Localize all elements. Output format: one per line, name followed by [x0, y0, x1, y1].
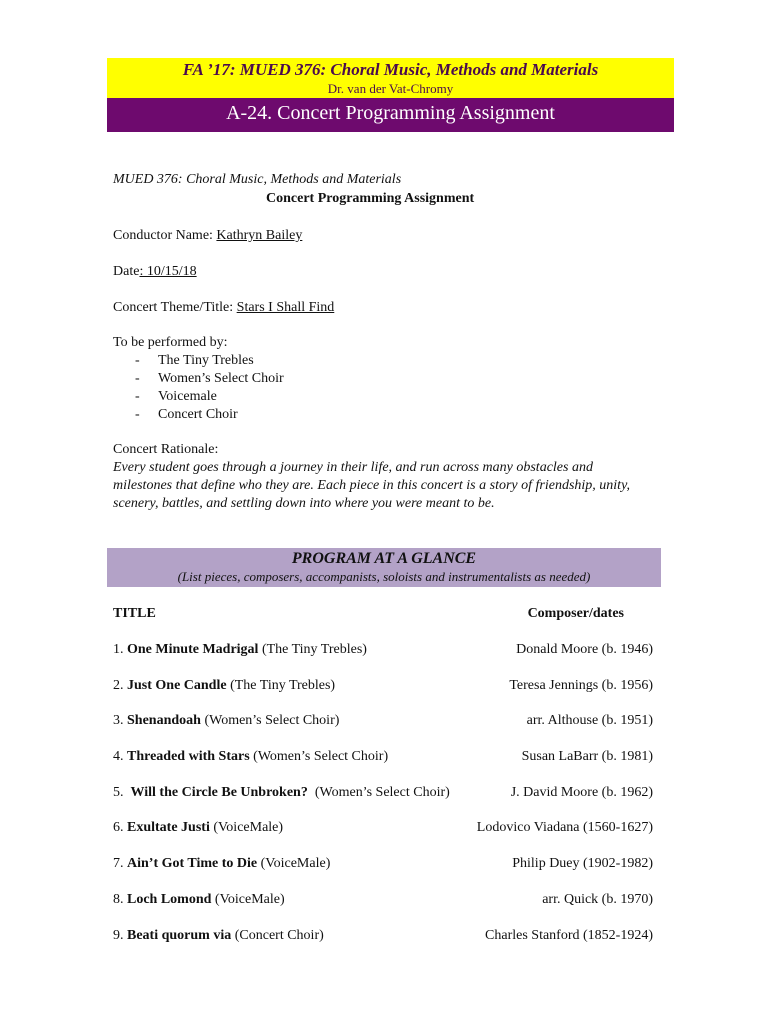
- assignment-title: A-24. Concert Programming Assignment: [226, 102, 555, 124]
- table-row: 8. Loch Lomond (VoiceMale) arr. Quick (b. 1970): [113, 890, 653, 910]
- course-line: MUED 376: Choral Music, Methods and Materials: [113, 172, 402, 187]
- rationale-label: Concert Rationale:: [113, 442, 219, 457]
- piece-title: Will the Circle Be Unbroken?: [130, 785, 308, 800]
- date-label: Date: [113, 264, 140, 279]
- piece-title: Beati quorum via: [127, 928, 232, 943]
- piece-title: Exultate Justi: [127, 820, 210, 835]
- program-heading: PROGRAM AT A GLANCE: [291, 550, 477, 567]
- piece-ensemble: (The Tiny Trebles): [226, 678, 336, 693]
- list-item: - Women’s Select Choir: [135, 371, 284, 386]
- instructor-name: Dr. van der Vat-Chromy: [327, 81, 454, 96]
- piece-composer: Susan LaBarr (b. 1981): [521, 749, 653, 764]
- piece-ensemble: (VoiceMale): [211, 892, 285, 907]
- piece-composer: Lodovico Viadana (1560-1627): [476, 820, 653, 835]
- table-row: 6. Exultate Justi (VoiceMale) Lodovico Viadana (1560-1627): [113, 818, 653, 838]
- conductor-value: Kathryn Bailey: [216, 228, 303, 243]
- piece-composer: Teresa Jennings (b. 1956): [509, 678, 653, 693]
- program-column-headers: [113, 604, 653, 624]
- theme-label: Concert Theme/Title:: [113, 300, 237, 315]
- course-banner: [107, 58, 674, 100]
- column-header-title: TITLE: [113, 606, 156, 621]
- piece-title: One Minute Madrigal: [127, 642, 259, 657]
- date-value: : 10/15/18: [139, 264, 197, 279]
- performed-by-label: To be performed by:: [113, 335, 228, 350]
- piece-composer: arr. Althouse (b. 1951): [526, 713, 653, 728]
- table-row: 7. Ain’t Got Time to Die (VoiceMale) Philip Duey (1902-1982): [113, 854, 653, 874]
- piece-composer: J. David Moore (b. 1962): [510, 785, 653, 800]
- piece-ensemble: (VoiceMale): [209, 820, 284, 835]
- piece-composer: Donald Moore (b. 1946): [516, 642, 653, 657]
- piece-title: Shenandoah: [127, 713, 201, 728]
- piece-composer: Philip Duey (1902-1982): [512, 856, 653, 871]
- piece-ensemble: (Women’s Select Choir): [200, 713, 340, 728]
- piece-title: Just One Candle: [127, 678, 227, 693]
- rationale-text: Every student goes through a journey in their life, and run across many obstacles and milestones that define who they are. Each piece in this concert is a story of friendship, unity, scenery, battles, and settling down into where you were meant to be.: [113, 460, 631, 511]
- table-row: 4. Threaded with Stars (Women’s Select Choir) Susan LaBarr (b. 1981): [113, 747, 653, 767]
- piece-ensemble: (The Tiny Trebles): [258, 642, 367, 657]
- table-row: 9. Beati quorum via (Concert Choir) Charles Stanford (1852-1924): [113, 926, 653, 946]
- table-row: 2. Just One Candle (The Tiny Trebles) Teresa Jennings (b. 1956): [113, 676, 653, 696]
- piece-composer: arr. Quick (b. 1970): [542, 892, 653, 907]
- table-row: 3. Shenandoah (Women’s Select Choir) arr. Althouse (b. 1951): [113, 711, 653, 731]
- list-item: - Concert Choir: [135, 407, 238, 422]
- piece-ensemble: (VoiceMale): [257, 856, 331, 871]
- program-banner: [107, 548, 661, 587]
- list-item: - Voicemale: [135, 389, 217, 404]
- theme-field: [113, 299, 334, 317]
- piece-title: Ain’t Got Time to Die: [127, 856, 258, 871]
- piece-ensemble: (Women’s Select Choir): [249, 749, 389, 764]
- piece-title: Loch Lomond: [127, 892, 212, 907]
- table-row: 5. Will the Circle Be Unbroken? (Women’s Select Choir) J. David Moore (b. 1962): [113, 783, 653, 803]
- theme-value: Stars I Shall Find: [236, 300, 335, 315]
- program-subheading: (List pieces, composers, accompanists, soloists and instrumentalists as needed): [177, 569, 591, 584]
- performer-list: [113, 352, 284, 424]
- doc-subtitle: Concert Programming Assignment: [266, 191, 475, 206]
- list-item: - The Tiny Trebles: [135, 353, 254, 368]
- conductor-label: Conductor Name:: [113, 228, 217, 243]
- conductor-field: [113, 227, 302, 245]
- course-title: FA ’17: MUED 376: Choral Music, Methods and Materials: [182, 60, 599, 79]
- column-header-composer: Composer/dates: [527, 606, 624, 621]
- assignment-banner: [107, 98, 674, 132]
- table-row: 1. One Minute Madrigal (The Tiny Trebles) Donald Moore (b. 1946): [113, 640, 653, 660]
- piece-ensemble: (Women’s Select Choir): [307, 785, 450, 800]
- piece-ensemble: (Concert Choir): [231, 928, 324, 943]
- date-field: [113, 263, 197, 281]
- piece-title: Threaded with Stars: [127, 749, 250, 764]
- piece-composer: Charles Stanford (1852-1924): [485, 928, 653, 943]
